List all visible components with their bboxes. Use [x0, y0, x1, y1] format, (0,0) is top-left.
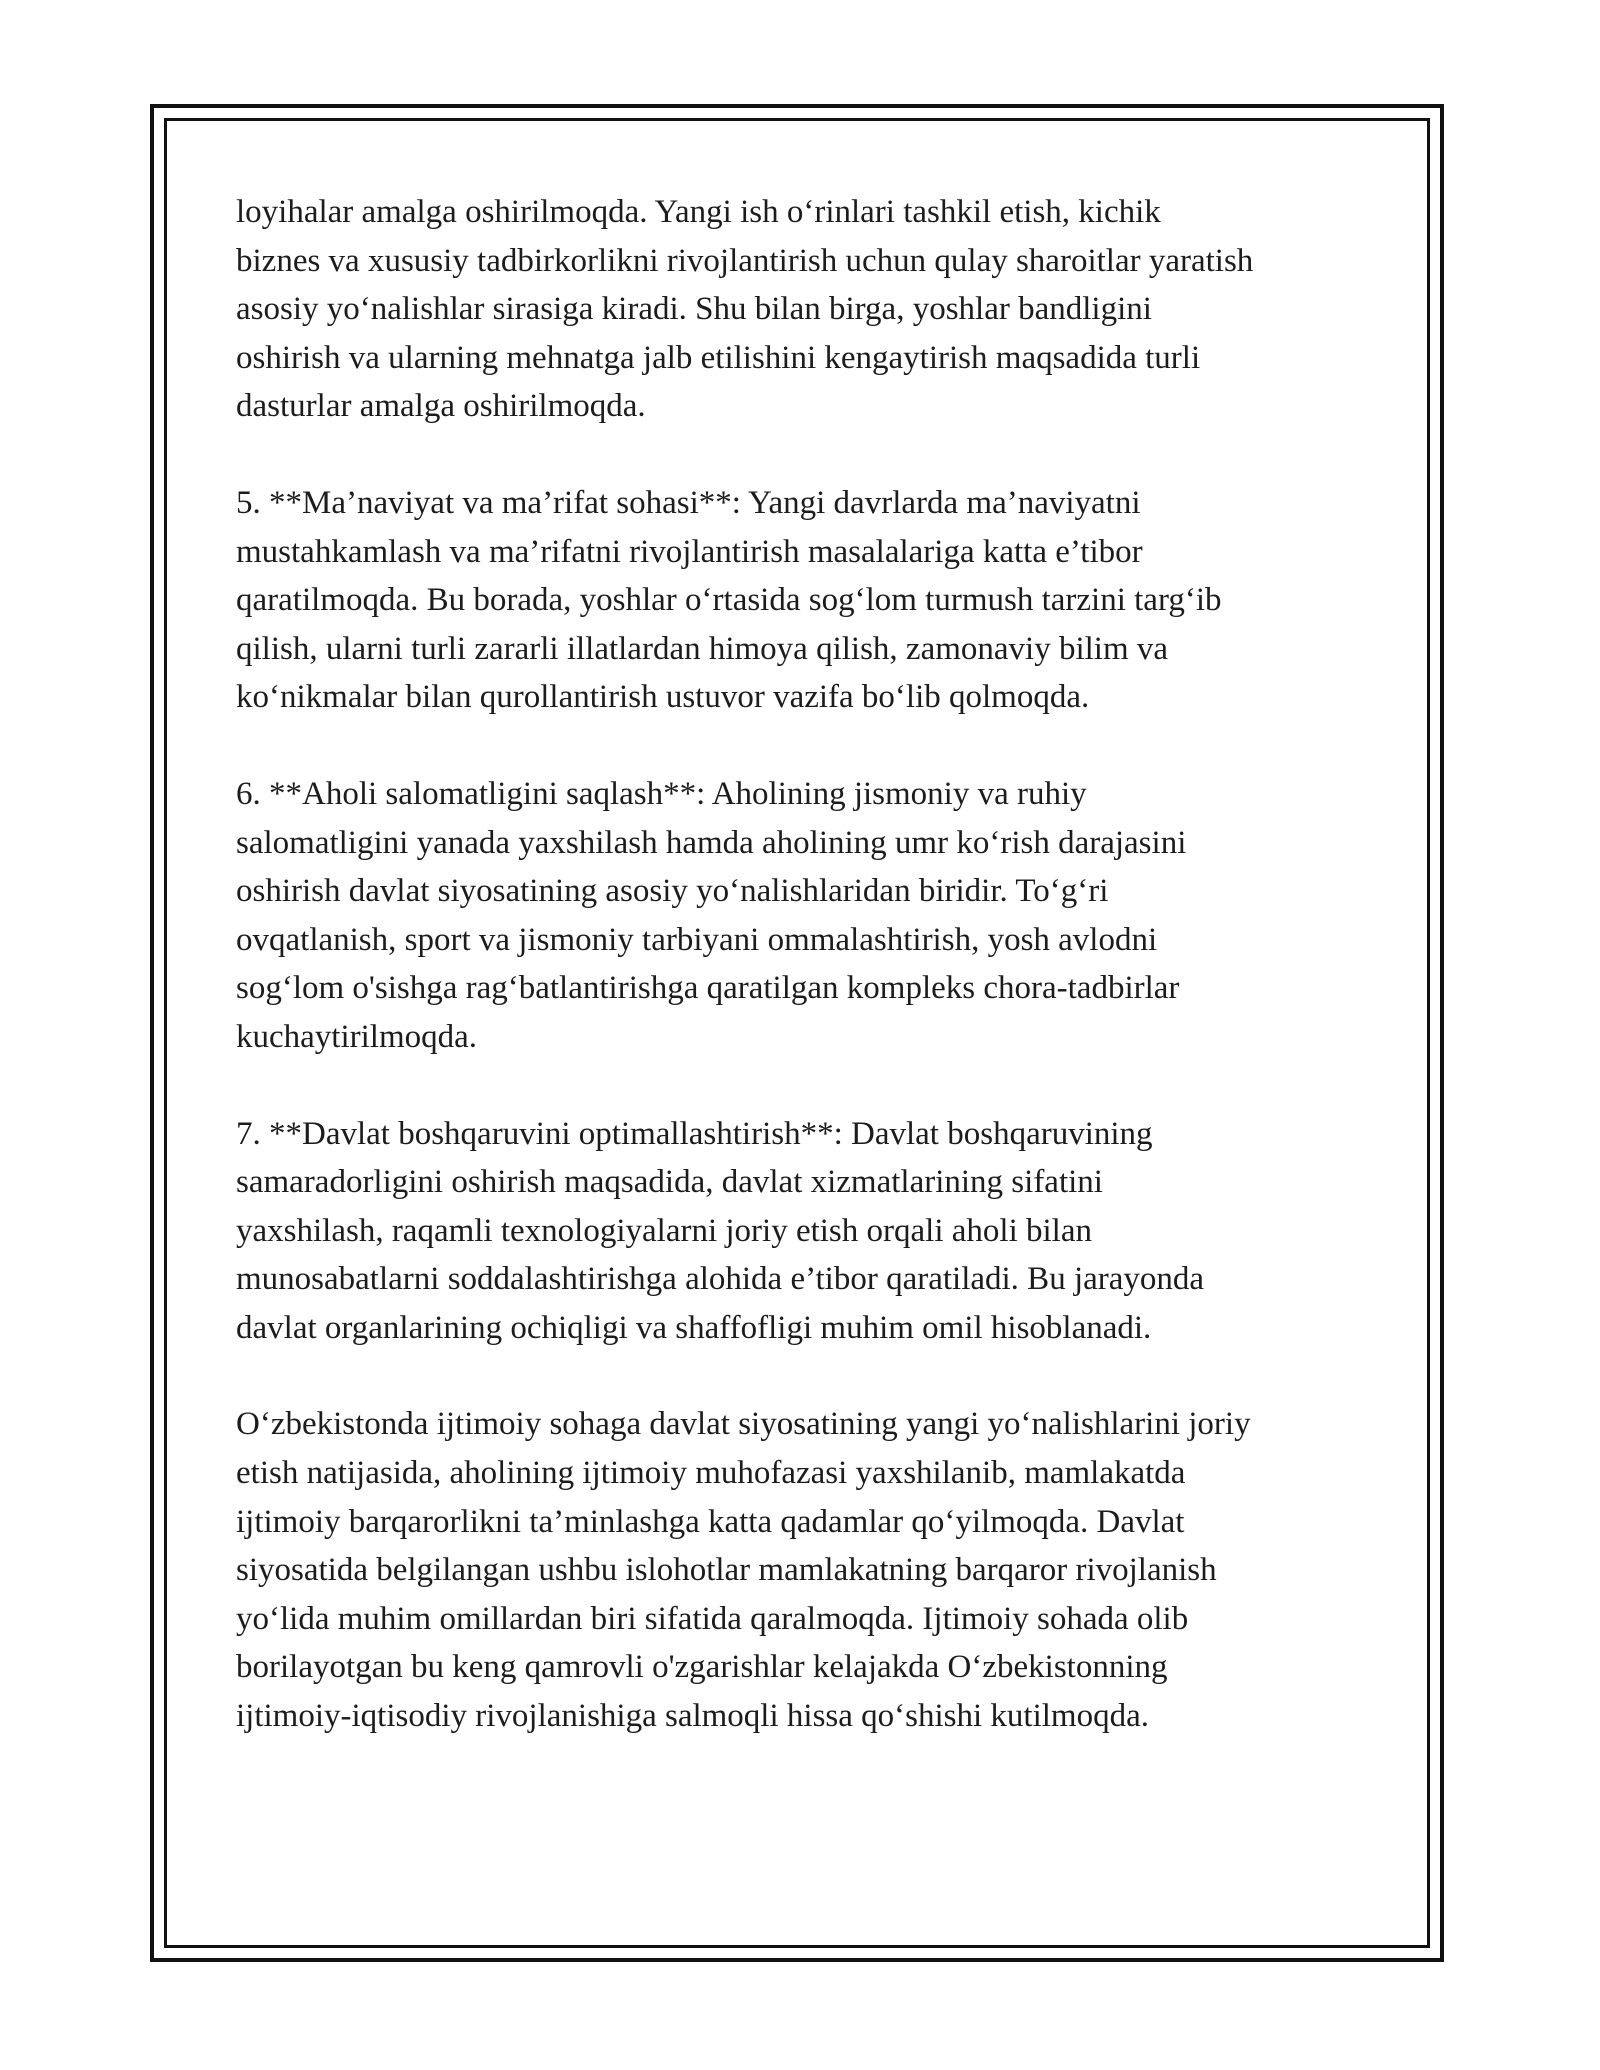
text-line: oshirish va ularning mehnatga jalb etilishini kengaytirish maqsadida turli — [236, 339, 1201, 376]
text-line: Oʻzbekistonda ijtimoiy sohaga davlat siyosatining yangi yoʻnalishlarini joriy — [236, 1406, 1251, 1443]
paragraph-employment-continued — [236, 188, 1376, 431]
text-line: mustahkamlash va ma’rifatni rivojlantirish masalalariga katta e’tibor — [236, 533, 1143, 570]
text-line: ovqatlanish, sport va jismoniy tarbiyani ommalashtirish, yosh avlodni — [236, 921, 1158, 958]
paragraph-spirituality — [236, 479, 1376, 722]
text-line: asosiy yoʻnalishlar sirasiga kiradi. Shu bilan birga, yoshlar bandligini — [236, 291, 1152, 328]
text-line: ijtimoiy barqarorlikni ta’minlashga katta qadamlar qoʻyilmoqda. Davlat — [236, 1503, 1185, 1540]
text-line: koʻnikmalar bilan qurollantirish ustuvor vazifa boʻlib qolmoqda. — [236, 679, 1090, 716]
text-line: salomatligini yanada yaxshilash hamda aholining umr koʻrish darajasini — [236, 824, 1187, 861]
document-body — [236, 188, 1376, 1789]
paragraph-public-health — [236, 770, 1376, 1062]
paragraph-conclusion — [236, 1400, 1376, 1740]
text-line: ijtimoiy-iqtisodiy rivojlanishiga salmoqli hissa qoʻshishi kutilmoqda. — [236, 1698, 1149, 1735]
text-line: oshirish davlat siyosatining asosiy yoʻnalishlaridan biridir. Toʻgʻri — [236, 873, 1109, 910]
text-line: qilish, ularni turli zararli illatlardan himoya qilish, zamonaviy bilim va — [236, 630, 1169, 667]
text-line: yaxshilash, raqamli texnologiyalarni joriy etish orqali aholi bilan — [236, 1212, 1092, 1249]
text-line: 5. **Ma’naviyat va ma’rifat sohasi**: Yangi davrlarda ma’naviyatni — [236, 484, 1141, 521]
text-line: qaratilmoqda. Bu borada, yoshlar oʻrtasida sogʻlom turmush tarzini targʻib — [236, 582, 1222, 619]
text-line: dasturlar amalga oshirilmoqda. — [236, 388, 646, 425]
text-line: loyihalar amalga oshirilmoqda. Yangi ish oʻrinlari tashkil etish, kichik — [236, 194, 1161, 230]
text-line: 7. **Davlat boshqaruvini optimallashtirish**: Davlat boshqaruvining — [236, 1115, 1153, 1152]
text-line: samaradorligini oshirish maqsadida, davlat xizmatlarining sifatini — [236, 1164, 1103, 1201]
text-line: etish natijasida, aholining ijtimoiy muhofazasi yaxshilanib, mamlakatda — [236, 1455, 1186, 1492]
text-line: kuchaytirilmoqda. — [236, 1018, 478, 1055]
text-line: munosabatlarni soddalashtirishga alohida e’tibor qaratiladi. Bu jarayonda — [236, 1261, 1205, 1298]
paragraph-governance — [236, 1110, 1376, 1353]
text-line: borilayotgan bu keng qamrovli o'zgarishlar kelajakda Oʻzbekistonning — [236, 1649, 1168, 1686]
text-line: yoʻlida muhim omillardan biri sifatida qaralmoqda. Ijtimoiy sohada olib — [236, 1600, 1189, 1637]
text-line: davlat organlarining ochiqligi va shaffofligi muhim omil hisoblanadi. — [236, 1309, 1152, 1346]
text-line: 6. **Aholi salomatligini saqlash**: Aholining jismoniy va ruhiy — [236, 775, 1087, 812]
text-line: siyosatida belgilangan ushbu islohotlar mamlakatning barqaror rivojlanish — [236, 1552, 1217, 1589]
text-line: sogʻlom o'sishga ragʻbatlantirishga qaratilgan kompleks chora-tadbirlar — [236, 970, 1180, 1007]
text-line: biznes va xususiy tadbirkorlikni rivojlantirish uchun qulay sharoitlar yaratish — [236, 242, 1254, 279]
